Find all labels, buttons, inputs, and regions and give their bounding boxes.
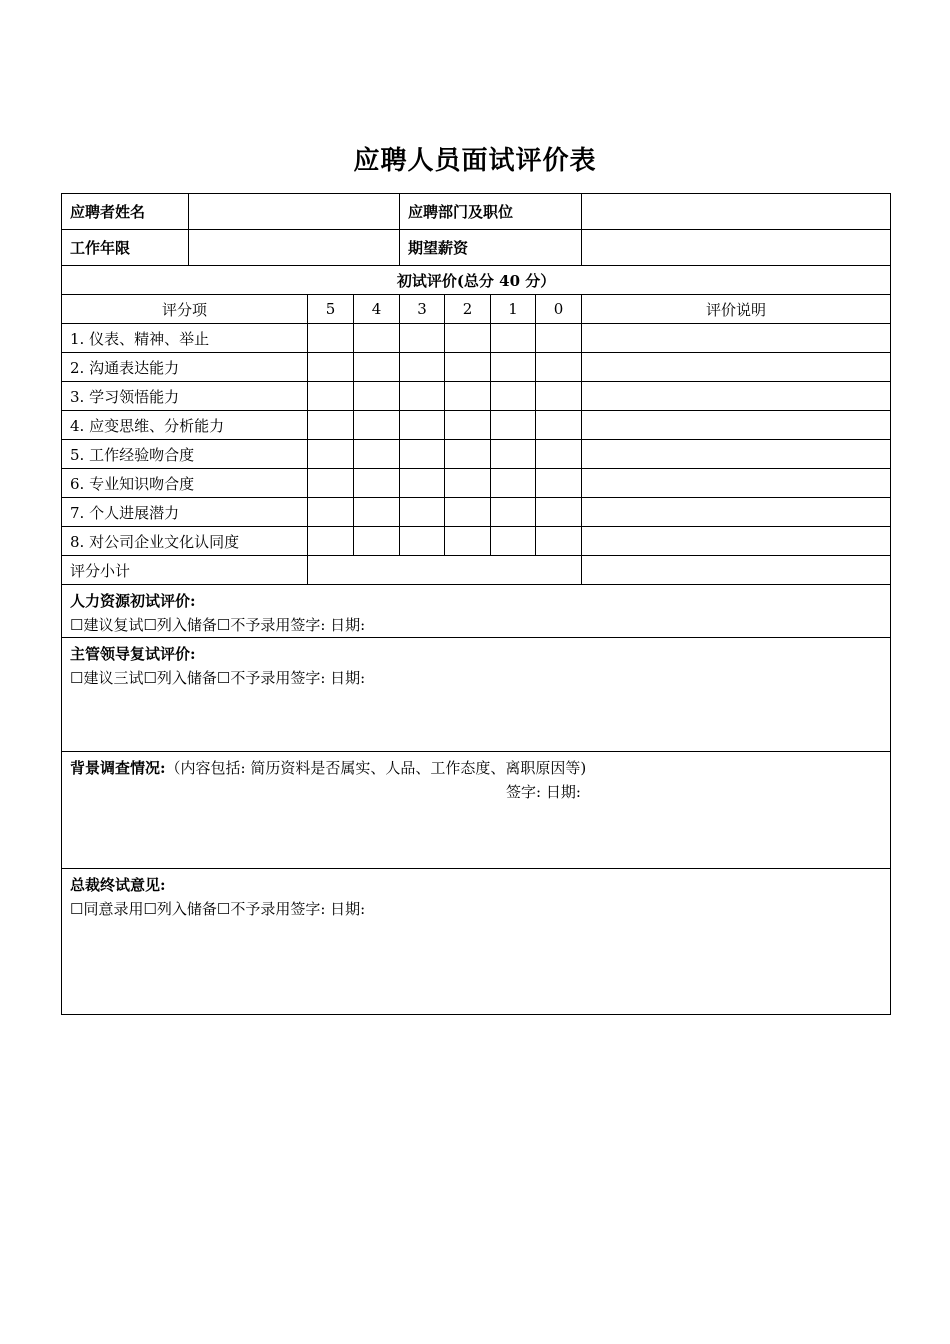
evaluation-table (61, 193, 891, 1015)
score-cell[interactable] (445, 353, 491, 382)
score-cell[interactable] (400, 469, 445, 498)
background-check-row (62, 752, 891, 869)
subtotal-score-cell[interactable] (308, 556, 582, 585)
score-cell[interactable] (308, 498, 354, 527)
score-cell[interactable] (491, 411, 536, 440)
score-cell[interactable] (536, 382, 582, 411)
subtotal-row (62, 556, 891, 585)
remark-cell[interactable] (582, 440, 891, 469)
header-row-years (62, 230, 891, 266)
score-header-5: 5 (308, 295, 354, 324)
background-check-signature: 签字: 日期: (506, 783, 581, 801)
name-label: 应聘者姓名 (62, 194, 189, 230)
score-cell[interactable] (400, 353, 445, 382)
manager-evaluation-row (62, 638, 891, 752)
table-row (62, 469, 891, 498)
score-cell[interactable] (400, 382, 445, 411)
score-cell[interactable] (308, 353, 354, 382)
score-cell[interactable] (445, 527, 491, 556)
subtotal-remark-cell[interactable] (582, 556, 891, 585)
section-title: 初试评价(总分 40 分） (62, 266, 891, 295)
score-cell[interactable] (400, 411, 445, 440)
header-row-name (62, 194, 891, 230)
score-cell[interactable] (491, 382, 536, 411)
score-cell[interactable] (354, 382, 400, 411)
section-title-row (62, 266, 891, 295)
table-row (62, 353, 891, 382)
score-cell[interactable] (445, 440, 491, 469)
score-cell[interactable] (491, 353, 536, 382)
manager-evaluation-cell[interactable] (62, 638, 891, 752)
background-check-cell[interactable] (62, 752, 891, 869)
item-label: 3. 学习领悟能力 (62, 382, 308, 411)
score-header-row (62, 295, 891, 324)
remark-cell[interactable] (582, 469, 891, 498)
item-label: 1. 仪表、精神、举止 (62, 324, 308, 353)
name-field[interactable] (189, 194, 400, 230)
hr-evaluation-options: ☐建议复试☐列入储备☐不予录用签字: 日期: (70, 616, 366, 634)
score-cell[interactable] (491, 527, 536, 556)
remark-header: 评价说明 (582, 295, 891, 324)
score-cell[interactable] (491, 440, 536, 469)
table-row (62, 440, 891, 469)
score-cell[interactable] (354, 498, 400, 527)
score-cell[interactable] (536, 440, 582, 469)
hr-evaluation-cell[interactable] (62, 585, 891, 638)
score-header-0: 0 (536, 295, 582, 324)
score-cell[interactable] (308, 440, 354, 469)
years-field[interactable] (189, 230, 400, 266)
score-cell[interactable] (536, 411, 582, 440)
score-cell[interactable] (308, 527, 354, 556)
table-row (62, 382, 891, 411)
score-cell[interactable] (400, 324, 445, 353)
score-cell[interactable] (445, 382, 491, 411)
item-label: 8. 对公司企业文化认同度 (62, 527, 308, 556)
salary-label: 期望薪资 (400, 230, 582, 266)
table-row (62, 527, 891, 556)
remark-cell[interactable] (582, 353, 891, 382)
remark-cell[interactable] (582, 527, 891, 556)
score-cell[interactable] (400, 498, 445, 527)
score-cell[interactable] (308, 324, 354, 353)
score-cell[interactable] (354, 324, 400, 353)
score-header-3: 3 (400, 295, 445, 324)
score-cell[interactable] (354, 353, 400, 382)
background-check-note: （内容包括: 简历资料是否属实、人品、工作态度、离职原因等) (165, 759, 587, 777)
table-row (62, 324, 891, 353)
remark-cell[interactable] (582, 498, 891, 527)
ceo-opinion-row (62, 869, 891, 1015)
score-cell[interactable] (536, 498, 582, 527)
score-cell[interactable] (536, 527, 582, 556)
manager-evaluation-options: ☐建议三试☐列入储备☐不予录用签字: 日期: (70, 669, 366, 687)
ceo-opinion-cell[interactable] (62, 869, 891, 1015)
item-label: 2. 沟通表达能力 (62, 353, 308, 382)
score-cell[interactable] (491, 324, 536, 353)
item-label: 6. 专业知识吻合度 (62, 469, 308, 498)
score-cell[interactable] (354, 527, 400, 556)
background-check-label: 背景调查情况: (70, 759, 166, 777)
item-label: 4. 应变思维、分析能力 (62, 411, 308, 440)
score-cell[interactable] (445, 324, 491, 353)
dept-label: 应聘部门及职位 (400, 194, 582, 230)
score-cell[interactable] (536, 324, 582, 353)
score-cell[interactable] (400, 440, 445, 469)
score-cell[interactable] (308, 469, 354, 498)
subtotal-label: 评分小计 (62, 556, 308, 585)
ceo-opinion-options: ☐同意录用☐列入储备☐不予录用签字: 日期: (70, 900, 366, 918)
table-row (62, 411, 891, 440)
manager-evaluation-label: 主管领导复试评价: (70, 645, 196, 663)
table-row (62, 498, 891, 527)
remark-cell[interactable] (582, 382, 891, 411)
score-cell[interactable] (354, 469, 400, 498)
item-label: 5. 工作经验吻合度 (62, 440, 308, 469)
item-header: 评分项 (62, 295, 308, 324)
score-cell[interactable] (491, 469, 536, 498)
score-cell[interactable] (445, 411, 491, 440)
score-cell[interactable] (536, 469, 582, 498)
hr-evaluation-row (62, 585, 891, 638)
score-header-2: 2 (445, 295, 491, 324)
score-cell[interactable] (400, 527, 445, 556)
score-header-1: 1 (491, 295, 536, 324)
score-cell[interactable] (354, 440, 400, 469)
ceo-opinion-label: 总裁终试意见: (70, 876, 166, 894)
years-label: 工作年限 (62, 230, 189, 266)
remark-cell[interactable] (582, 324, 891, 353)
score-header-4: 4 (354, 295, 400, 324)
page-title: 应聘人员面试评价表 (353, 146, 597, 176)
dept-field[interactable] (582, 194, 891, 230)
score-cell[interactable] (445, 469, 491, 498)
remark-cell[interactable] (582, 411, 891, 440)
score-cell[interactable] (308, 411, 354, 440)
salary-field[interactable] (582, 230, 891, 266)
score-cell[interactable] (536, 353, 582, 382)
hr-evaluation-label: 人力资源初试评价: (70, 592, 196, 610)
item-label: 7. 个人进展潜力 (62, 498, 308, 527)
score-cell[interactable] (308, 382, 354, 411)
score-cell[interactable] (491, 498, 536, 527)
score-cell[interactable] (354, 411, 400, 440)
score-cell[interactable] (445, 498, 491, 527)
